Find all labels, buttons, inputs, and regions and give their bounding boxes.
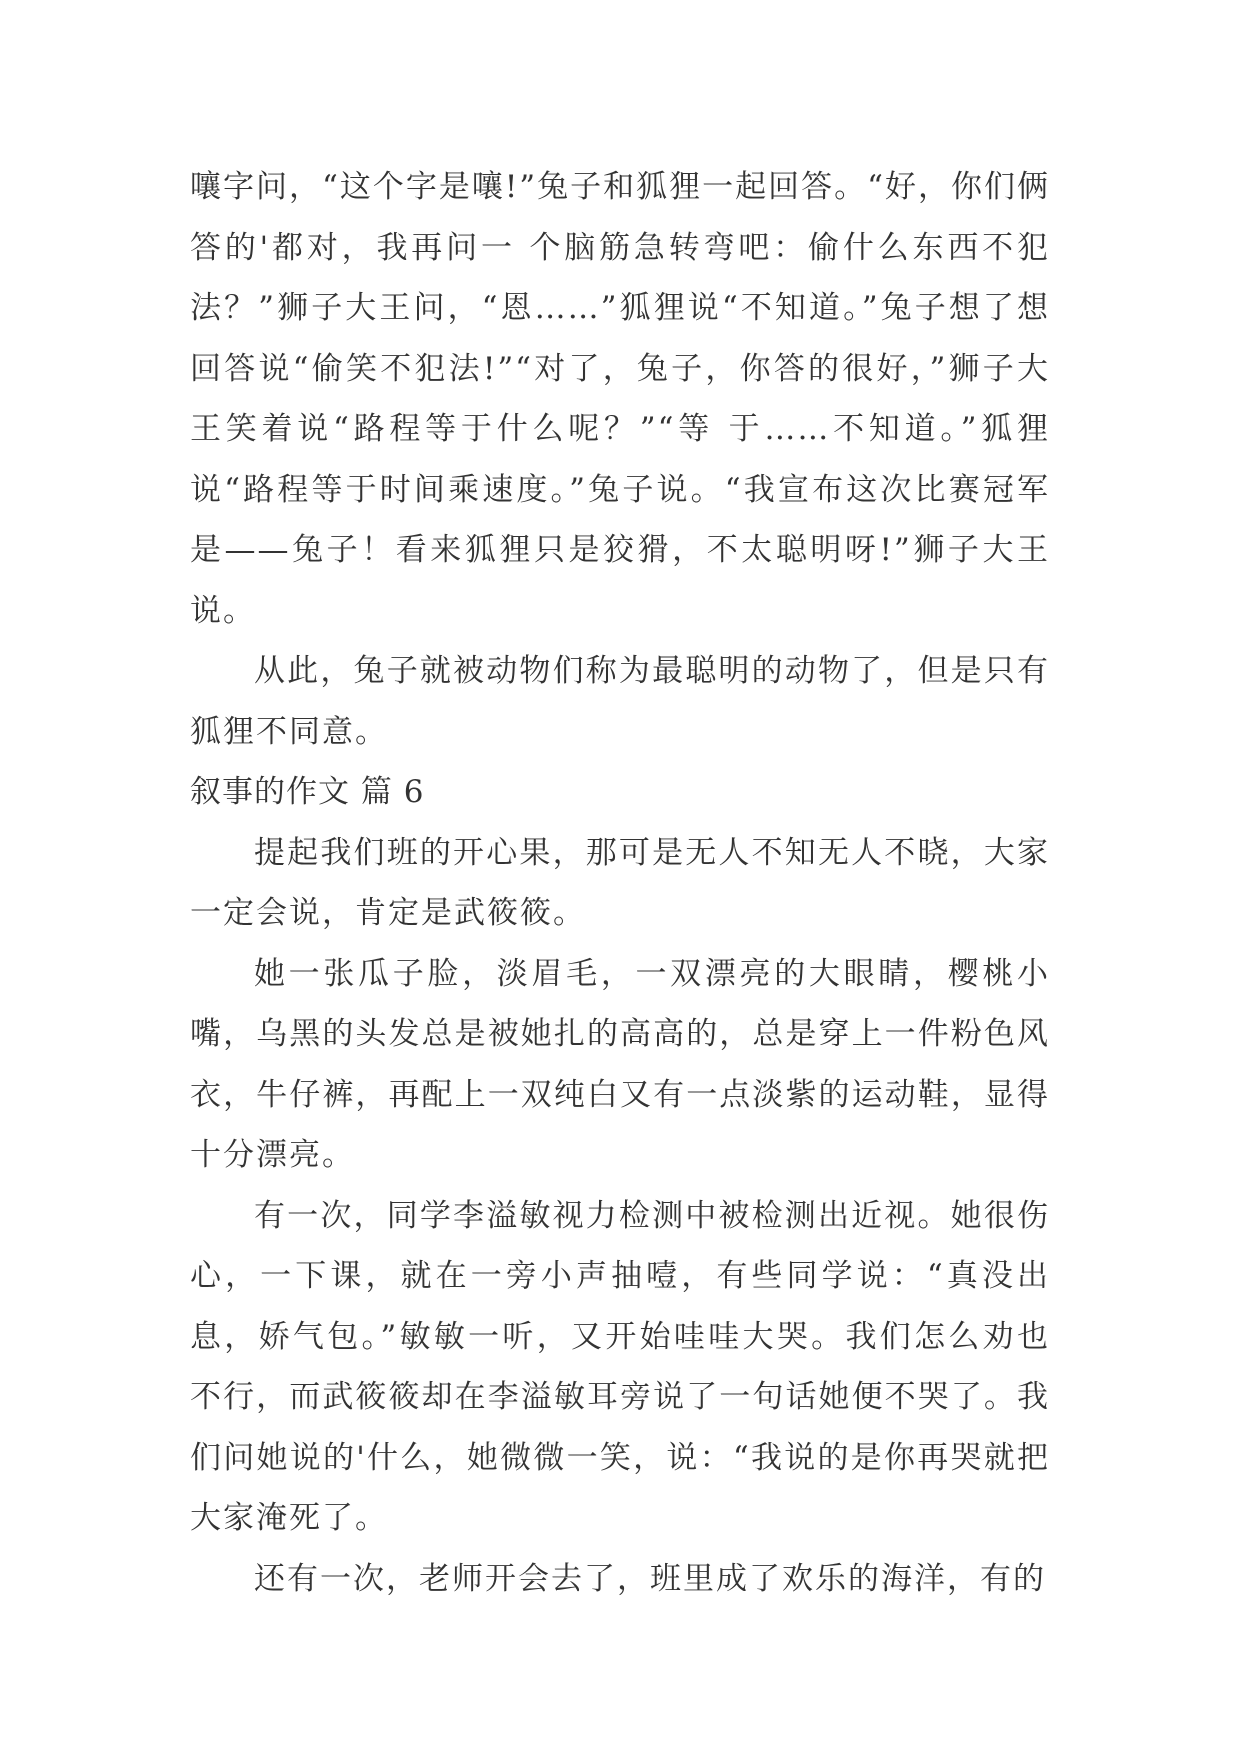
paragraph-continued: 嚷字问，“这个字是嚷!”兔子和狐狸一起回答。“好，你们俩答的'都对，我再问一 个脑筋急转弯吧：偷什么东西不犯法？”狮子大王问，“恩……”狐狸说“不知道。”兔子想了想回答说“偷笑不犯法!”“对了，兔子，你答的很好，”狮子大王笑着说“路程等于什么呢？”“等 于……不知道。”狐狸说“路程等于时间乘速度。”兔子说。“我宣布这次比赛冠军是——兔子！看来狐狸只是狡猾，不太聪明呀!”狮子大王说。	[190, 169, 1050, 629]
paragraph-intro: 提起我们班的开心果，那可是无人不知无人不晓，大家一定会说，肯定是武筱筱。	[190, 834, 1050, 931]
paragraph-conclusion: 从此，兔子就被动物们称为最聪明的动物了，但是只有狐狸不同意。	[190, 653, 1050, 750]
paragraph-story-one: 有一次，同学李溢敏视力检测中被检测出近视。她很伤心，一下课，就在一旁小声抽噎，有些同学说：“真没出息，娇气包。”敏敏一听，又开始哇哇大哭。我们怎么劝也不行，而武筱筱却在李溢敏耳旁说了一句话她便不哭了。我们问她说的'什么，她微微一笑，说：“我说的是你再哭就把大家淹死了。	[190, 1197, 1050, 1536]
paragraph-story-two: 还有一次，老师开会去了，班里成了欢乐的海洋，有的	[254, 1560, 1046, 1597]
paragraph-description: 她一张瓜子脸，淡眉毛，一双漂亮的大眼睛，樱桃小嘴，乌黑的头发总是被她扎的高高的，总是穿上一件粉色风衣，牛仔裤，再配上一双纯白又有一点淡紫的运动鞋，显得十分漂亮。	[190, 955, 1050, 1173]
document-body	[190, 157, 1050, 1609]
section-heading: 叙事的作文 篇 6	[190, 774, 425, 810]
